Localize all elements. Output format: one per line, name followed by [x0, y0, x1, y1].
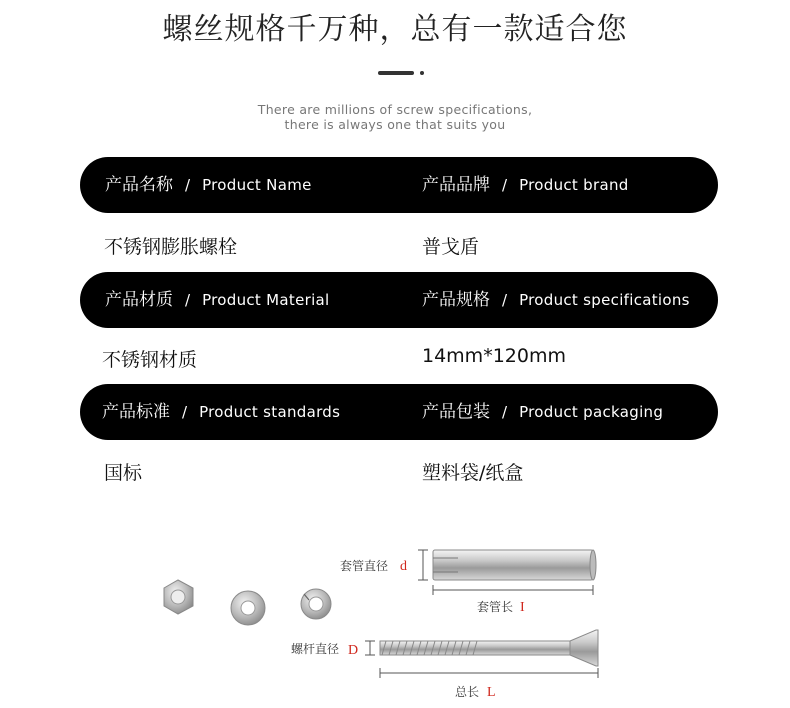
flat-washer-icon: [231, 591, 265, 625]
sleeve-diameter-symbol: d: [400, 559, 407, 574]
header-cn-label: 产品标准: [102, 402, 170, 422]
bolt-diameter-symbol: D: [348, 643, 359, 658]
spec-header-row-1: [80, 157, 718, 213]
product-specifications-value: 14mm*120mm: [422, 345, 566, 367]
header-en-label: Product brand: [519, 176, 629, 194]
header-separator: /: [502, 176, 508, 194]
product-standards-value: 国标: [104, 462, 143, 484]
spec-header-row-2: [80, 272, 718, 328]
sleeve-icon: [433, 550, 596, 580]
header-separator: /: [502, 403, 508, 421]
header-en-label: Product packaging: [519, 403, 664, 421]
header-cn-label: 产品规格: [422, 290, 490, 310]
header-cell-brand: [422, 157, 629, 213]
hex-nut-icon: [164, 580, 193, 614]
header-cell-standards: [102, 384, 340, 440]
sleeve-length-marker: [433, 585, 593, 595]
spec-header-row-3: [80, 384, 718, 440]
bolt-diameter-marker: [365, 641, 375, 655]
sleeve-length-symbol: I: [520, 600, 525, 615]
divider-dot: [420, 71, 424, 75]
page-subtitle: [0, 102, 790, 132]
sleeve-diameter-marker: [418, 550, 428, 580]
header-cell-name: [105, 157, 312, 213]
header-cell-specifications: [422, 272, 690, 328]
header-cn-label: 产品名称: [105, 175, 173, 195]
bolt-icon: [380, 630, 598, 666]
product-name-value: 不锈钢膨胀螺栓: [104, 236, 238, 258]
product-brand-value: 普戈盾: [422, 236, 480, 258]
header-en-label: Product standards: [199, 403, 341, 421]
total-length-marker: [380, 668, 598, 678]
header-en-label: Product Material: [202, 291, 330, 309]
anchor-bolt-diagram: [0, 530, 790, 708]
page-title: 螺丝规格千万种，总有一款适合您: [162, 12, 628, 47]
header-separator: /: [182, 403, 188, 421]
subtitle-line-2: there is always one that suits you: [284, 117, 506, 132]
header-separator: /: [185, 291, 191, 309]
header-cn-label: 产品包装: [422, 402, 490, 422]
header-cell-packaging: [422, 384, 663, 440]
title-divider: [378, 70, 438, 76]
header-separator: /: [502, 291, 508, 309]
subtitle-line-1: There are millions of screw specifications,: [257, 102, 533, 117]
total-length-symbol: L: [487, 685, 496, 700]
header-separator: /: [185, 176, 191, 194]
header-en-label: Product specifications: [519, 291, 690, 309]
total-length-label: 总长: [455, 685, 480, 699]
product-material-value: 不锈钢材质: [102, 349, 198, 371]
header-cell-material: [105, 272, 330, 328]
header-en-label: Product Name: [202, 176, 312, 194]
divider-bar: [378, 71, 414, 75]
sleeve-diameter-label: 套管直径: [340, 559, 389, 573]
sleeve-length-label: 套管长: [477, 600, 514, 614]
product-packaging-value: 塑料袋/纸盒: [422, 462, 524, 484]
spring-washer-icon: [301, 589, 331, 619]
header-cn-label: 产品材质: [105, 290, 173, 310]
bolt-diameter-label: 螺杆直径: [291, 642, 340, 656]
header-cn-label: 产品品牌: [422, 175, 490, 195]
